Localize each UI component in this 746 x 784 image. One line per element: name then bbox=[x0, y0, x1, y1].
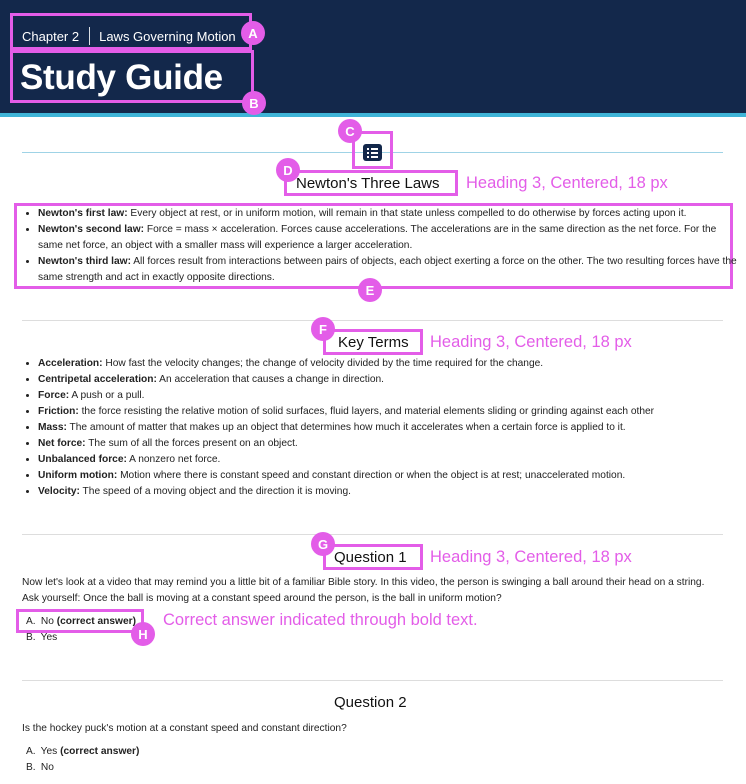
callout-badge-e: E bbox=[358, 278, 382, 302]
list-item: • Mass: The amount of matter that makes up an object that determines how much it accelerates when a certain force is applied to it. bbox=[38, 420, 738, 436]
callout-box-b bbox=[10, 50, 254, 103]
question-2-heading: Question 2 bbox=[334, 694, 407, 711]
answer-option-a: A. Yes (correct answer) bbox=[26, 746, 140, 757]
list-item: • Acceleration: How fast the velocity changes; the change of velocity divided by the time required for the change. bbox=[38, 356, 738, 372]
terms-list bbox=[22, 356, 738, 500]
list-item: • Net force: The sum of all the forces present on an object. bbox=[38, 436, 738, 452]
section-divider bbox=[22, 320, 723, 321]
list-item: • Newton's first law: Every object at rest, or in uniform motion, will remain in that state unless compelled to do otherwise by forces acting upon it. bbox=[38, 206, 738, 222]
answer-option-a: A. No (correct answer) bbox=[26, 616, 136, 627]
heading-style-note: Heading 3, Centered, 18 px bbox=[466, 174, 668, 192]
callout-badge-f: F bbox=[311, 317, 335, 341]
callout-badge-a: A bbox=[241, 21, 265, 45]
list-item: • Unbalanced force: A nonzero net force. bbox=[38, 452, 738, 468]
list-item: • Friction: the force resisting the relative motion of solid surfaces, fluid layers, and material elements sliding or grinding against each other bbox=[38, 404, 738, 420]
callout-badge-b: B bbox=[242, 91, 266, 115]
callout-badge-h: H bbox=[131, 622, 155, 646]
callout-box-a bbox=[10, 13, 252, 50]
callout-badge-d: D bbox=[276, 158, 300, 182]
correct-answer-note: Correct answer indicated through bold text. bbox=[163, 611, 478, 629]
question-2-prompt: Is the hockey puck's motion at a constant speed and constant direction? bbox=[22, 723, 347, 734]
answer-option-b: B. No bbox=[26, 762, 54, 773]
list-item: • Force: A push or a pull. bbox=[38, 388, 738, 404]
heading-style-note: Heading 3, Centered, 18 px bbox=[430, 548, 632, 566]
question-1-heading: Question 1 bbox=[334, 549, 407, 566]
answer-option-b: B. Yes bbox=[26, 632, 58, 643]
callout-badge-g: G bbox=[311, 532, 335, 556]
section-divider bbox=[22, 680, 723, 681]
terms-heading: Key Terms bbox=[338, 334, 409, 351]
header-accent-stripe bbox=[0, 113, 746, 117]
laws-list bbox=[22, 206, 738, 286]
list-item: • Velocity: The speed of a moving object and the direction it is moving. bbox=[38, 484, 738, 500]
question-1-prompt: Now let's look at a video that may remind you a little bit of a familiar Bible story. In this video, the person is swinging a ball around their head on a string. Ask yourself: Once the ball is moving at a constant speed around the person, is the ball in uniform motion? bbox=[22, 577, 705, 604]
list-item: • Centripetal acceleration: An acceleration that causes a change in direction. bbox=[38, 372, 738, 388]
callout-badge-c: C bbox=[338, 119, 362, 143]
list-item: • Newton's second law: Force = mass × acceleration. Forces cause accelerations. The accelerations are in the same direction as the net force. For the same net force, an object with a smaller mass will experience a larger acceleration. bbox=[38, 222, 738, 254]
chapter-title: Laws Governing Motion bbox=[99, 28, 236, 44]
laws-heading: Newton's Three Laws bbox=[296, 175, 440, 192]
section-divider bbox=[22, 534, 723, 535]
chapter-number: Chapter 2 bbox=[22, 28, 80, 44]
list-item: • Uniform motion: Motion where there is constant speed and constant direction or when the object is at rest; unaccelerated motion. bbox=[38, 468, 738, 484]
heading-style-note: Heading 3, Centered, 18 px bbox=[430, 333, 632, 351]
list-item: • Newton's third law: All forces result from interactions between pairs of objects, each object exerting a force on the other. The two resulting forces have the same strength and act in exactly opposite directions. bbox=[38, 254, 738, 286]
page-title: Study Guide bbox=[20, 58, 223, 97]
